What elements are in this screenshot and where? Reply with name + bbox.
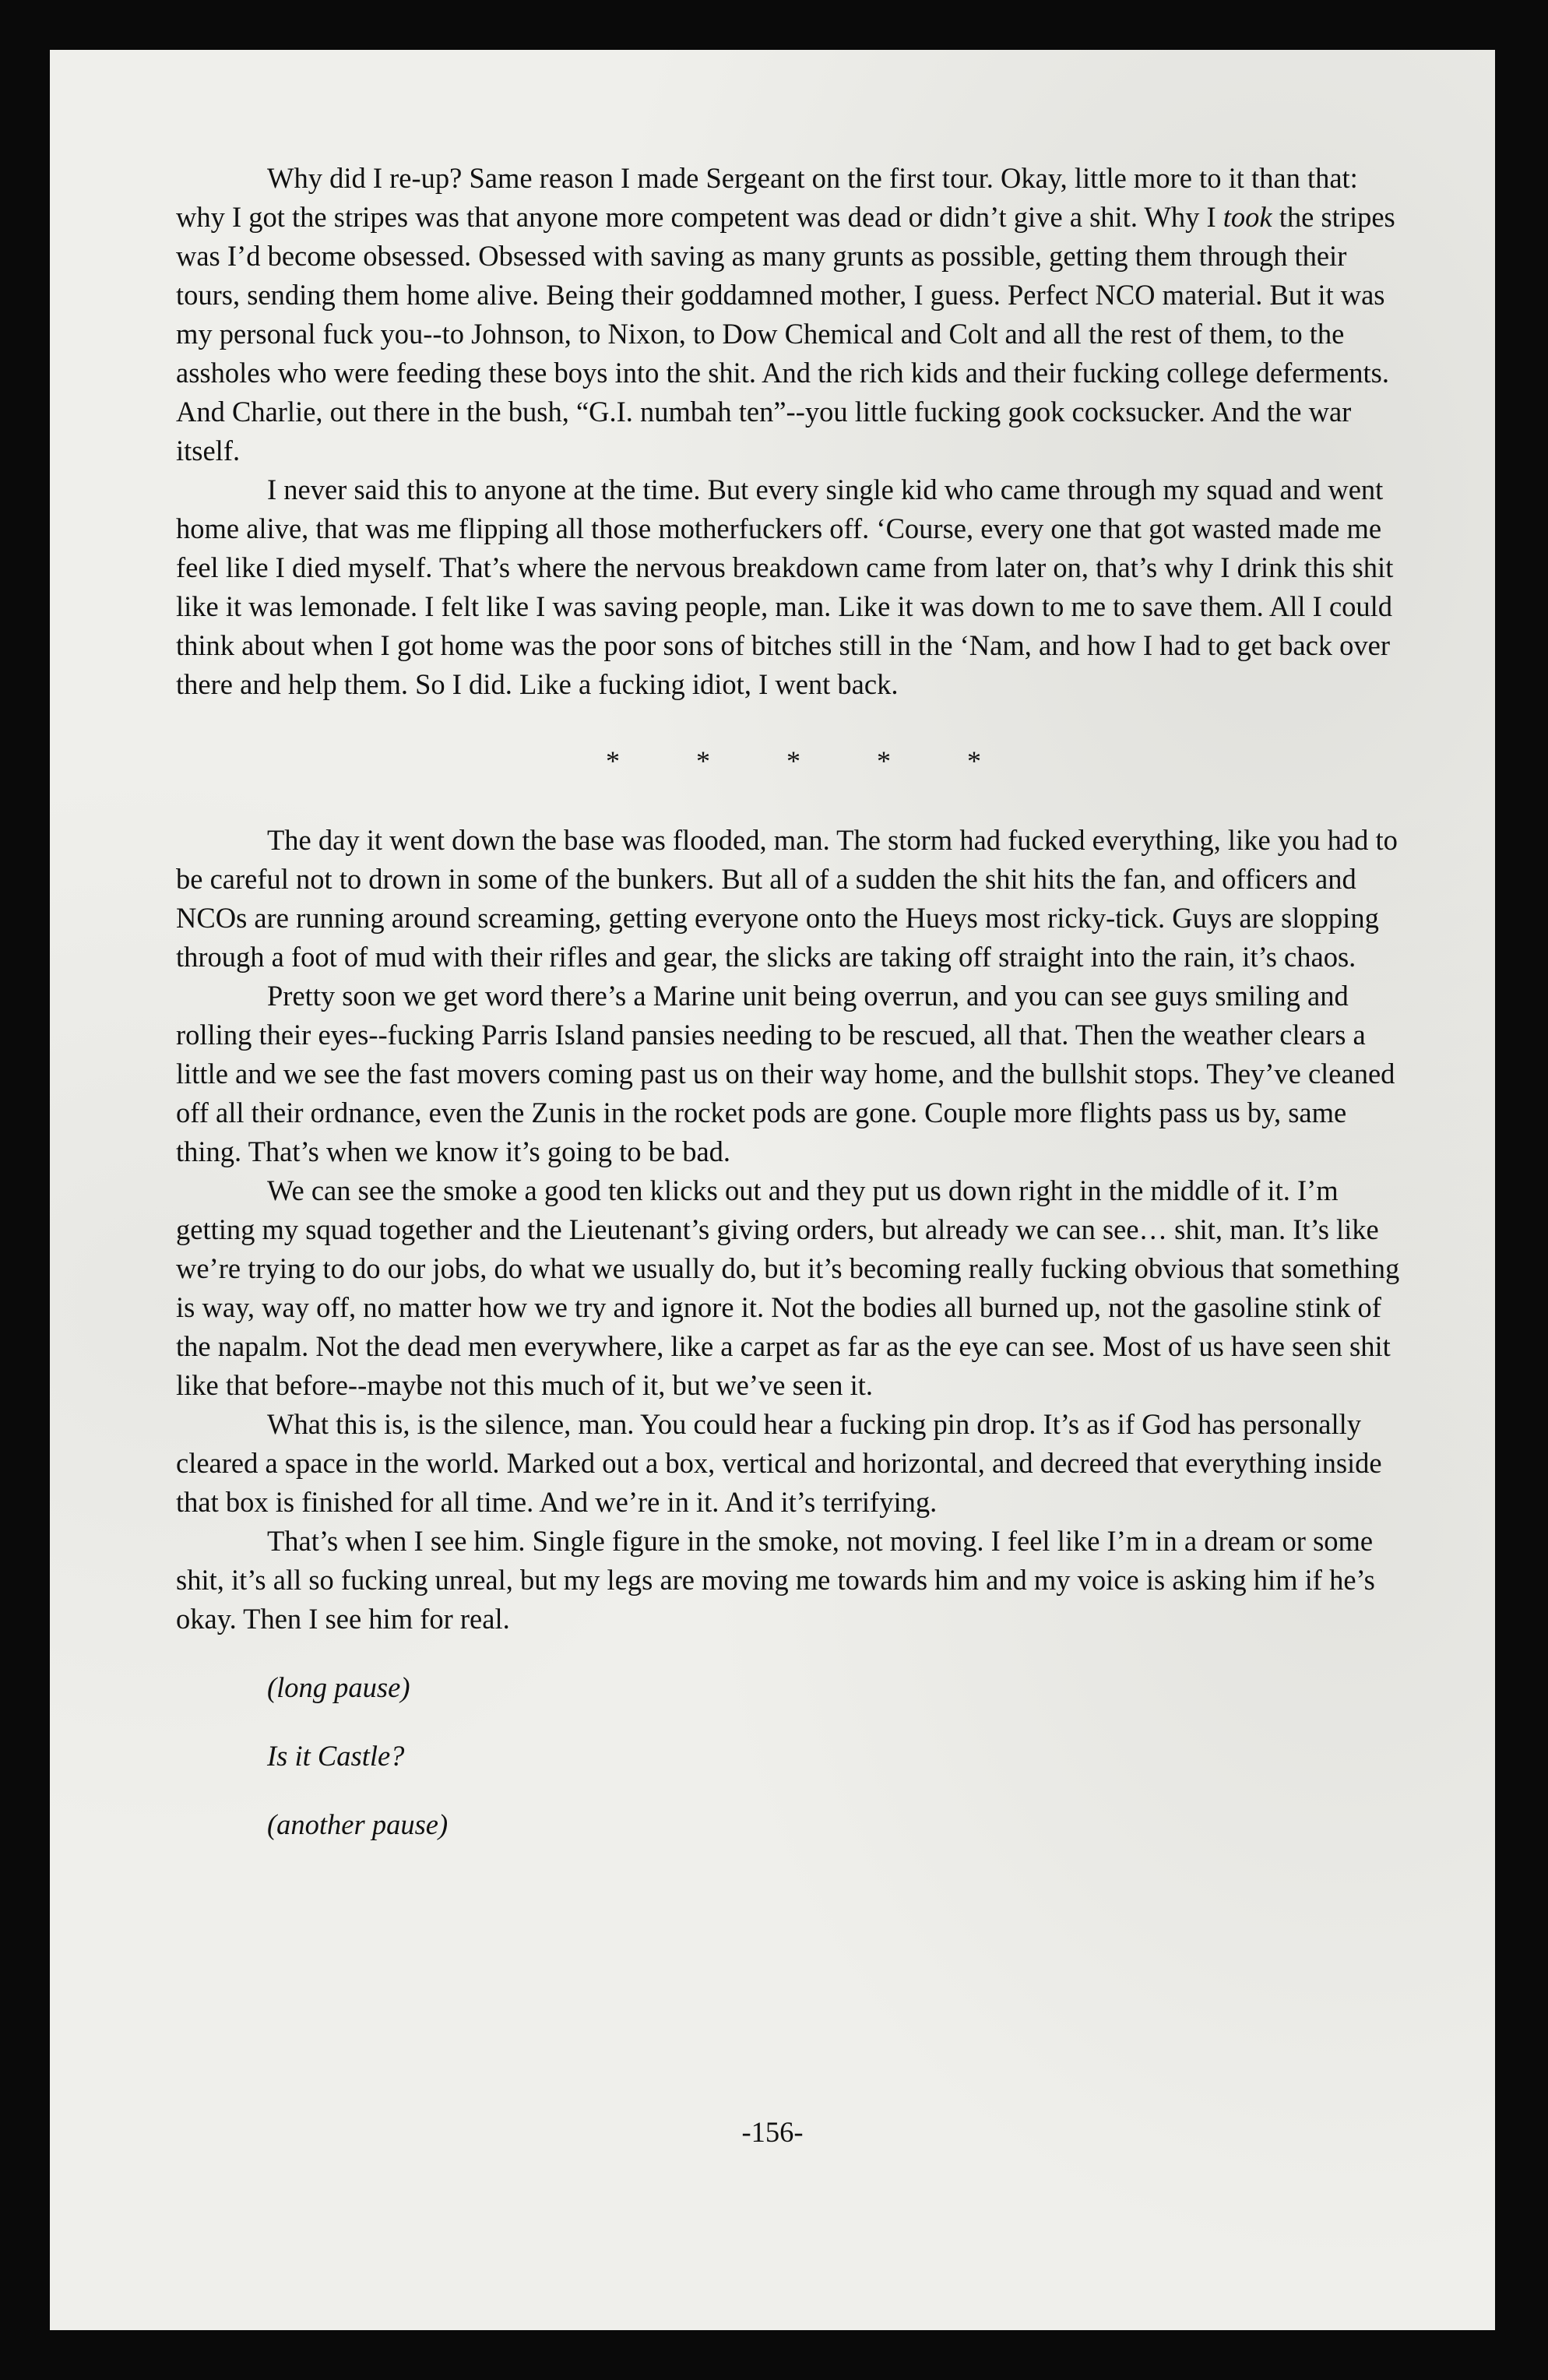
section-separator xyxy=(176,741,1411,780)
paragraph-reup xyxy=(176,159,1411,470)
book-page xyxy=(50,50,1495,2330)
paragraph-text: Why did I re-up? Same reason I made Sergeant on the first tour. Okay, little more to it than that: why I got the stripes was that anyone more competent was dead or didn’t give a shit. Why I xyxy=(176,162,1358,233)
separator-star: * xyxy=(606,745,620,776)
page-number: -156- xyxy=(741,2116,804,2148)
separator-star: * xyxy=(877,745,891,776)
separator-star: * xyxy=(967,745,981,776)
paragraph-base-flooded: The day it went down the base was flooded, man. The storm had fucked everything, like you had to be careful not to drown in some of the bunkers. But all of a sudden the shit hits the fan, and officers and NCOs are running around screaming, getting everyone onto the Hueys most ricky-tick. Guys are slopping through a foot of mud with their rifles and gear, the slicks are taking off straight into the rain, it’s chaos. xyxy=(176,824,1398,973)
stage-direction-another-pause: (another pause) xyxy=(267,1808,449,1840)
paragraph-never-said: I never said this to anyone at the time. But every single kid who came through my squad and went home alive, that was me flipping all those motherfuckers off. ‘Course, every one that got wasted made me feel like I died myself. That’s where the nervous breakdown came from later on, that’s why I drink this shit like it was lemonade. I felt like I was saving people, man. Like it was down to me to save them. All I could think about when I got home was the poor sons of bitches still in the ‘Nam, and how I had to get back over there and help them. So I did. Like a fucking idiot, I went back. xyxy=(176,474,1394,700)
separator-star: * xyxy=(786,745,800,776)
paragraph-silence: What this is, is the silence, man. You could hear a fucking pin drop. It’s as if God has personally cleared a space in the world. Marked out a box, vertical and horizontal, and decreed that everything inside that box is finished for all time. And we’re in it. And it’s terrifying. xyxy=(176,1408,1382,1518)
paragraph-text: the stripes was I’d become obsessed. Obsessed with saving as many grunts as possible, getting them through their tours, sending them home alive. Being their goddamned mother, I guess. Perfect NCO material. But it was my personal fuck you--to Johnson, to Nixon, to Dow Chemical and Colt and all the rest of them, to the assholes who were feeding these boys into the shit. And the rich kids and their fucking college deferments. And Charlie, out there in the bush, “G.I. numbah ten”--you little fucking gook cocksucker. And the war itself. xyxy=(176,201,1395,466)
stage-direction-long-pause: (long pause) xyxy=(267,1671,410,1703)
separator-star: * xyxy=(696,745,710,776)
paragraph-figure: That’s when I see him. Single figure in the smoke, not moving. I feel like I’m in a dream or some shit, it’s all so fucking unreal, but my legs are moving me towards him and my voice is asking him if he’s okay. Then I see him for real. xyxy=(176,1525,1375,1635)
paragraph-marine-unit: Pretty soon we get word there’s a Marine unit being overrun, and you can see guys smiling and rolling their eyes--fucking Parris Island pansies needing to be rescued, all that. Then the weather clears a little and we see the fast movers coming past us on their way home, and the bullshit stops. They’ve cleaned off all their ordnance, even the Zunis in the rocket pods are gone. Couple more flights pass us by, same thing. That’s when we know it’s going to be bad. xyxy=(176,980,1395,1167)
paragraph-smoke: We can see the smoke a good ten klicks out and they put us down right in the middle of it. I’m getting my squad together and the Lieutenant’s giving orders, but already we can see… shit, man. It’s like we’re trying to do our jobs, do what we usually do, but it’s becoming really fucking obvious that something is way, way off, no matter how we try and ignore it. Not the bodies all burned up, not the gasoline stink of the napalm. Not the dead men everywhere, like a carpet as far as the eye can see. Most of us have seen shit like that before--maybe not this much of it, but we’ve seen it. xyxy=(176,1174,1400,1401)
body-text xyxy=(176,159,1411,1844)
question-line: Is it Castle? xyxy=(267,1740,405,1772)
emphasis-word: took xyxy=(1223,201,1272,233)
